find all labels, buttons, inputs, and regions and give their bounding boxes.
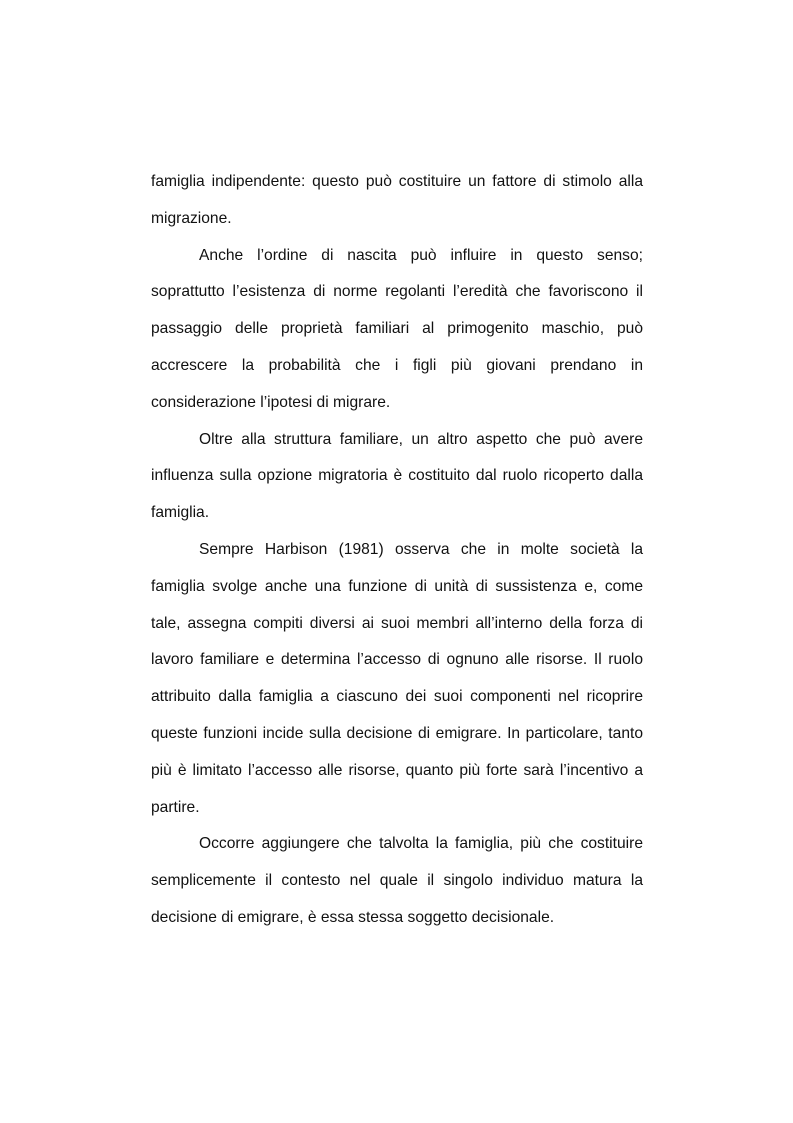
- body-text: [151, 164, 643, 937]
- paragraph: Occorre aggiungere che talvolta la famiglia, più che costituire semplicemente il contesto nel quale il singolo individuo matura la decisione di emigrare, è essa stessa soggetto decisionale.: [151, 835, 643, 926]
- paragraph: Oltre alla struttura familiare, un altro aspetto che può avere influenza sulla opzione migratoria è costituito dal ruolo ricoperto dalla famiglia.: [151, 430, 643, 522]
- paragraph: Sempre Harbison (1981) osserva che in molte società la famiglia svolge anche una funzione di unità di sussistenza e, come tale, assegna compiti diversi ai suoi membri all’interno della forza di lavoro familiare e determina l’accesso di ognuno alle risorse. Il ruolo attribuito dalla famiglia a ciascuno dei suoi componenti nel ricoprire queste funzioni incide sulla decisione di emigrare. In particolare, tanto più è limitato l’accesso alle risorse, quanto più forte sarà l’incentivo a partire.: [151, 540, 643, 816]
- paragraph: Anche l’ordine di nascita può influire in questo senso; soprattutto l’esistenza di norme regolanti l’eredità che favoriscono il passaggio delle proprietà familiari al primogenito maschio, può accrescere la probabilità che i figli più giovani prendano in considerazione l’ipotesi di migrare.: [151, 246, 643, 411]
- paragraph-continuation: famiglia indipendente: questo può costituire un fattore di stimolo alla migrazione.: [151, 173, 643, 227]
